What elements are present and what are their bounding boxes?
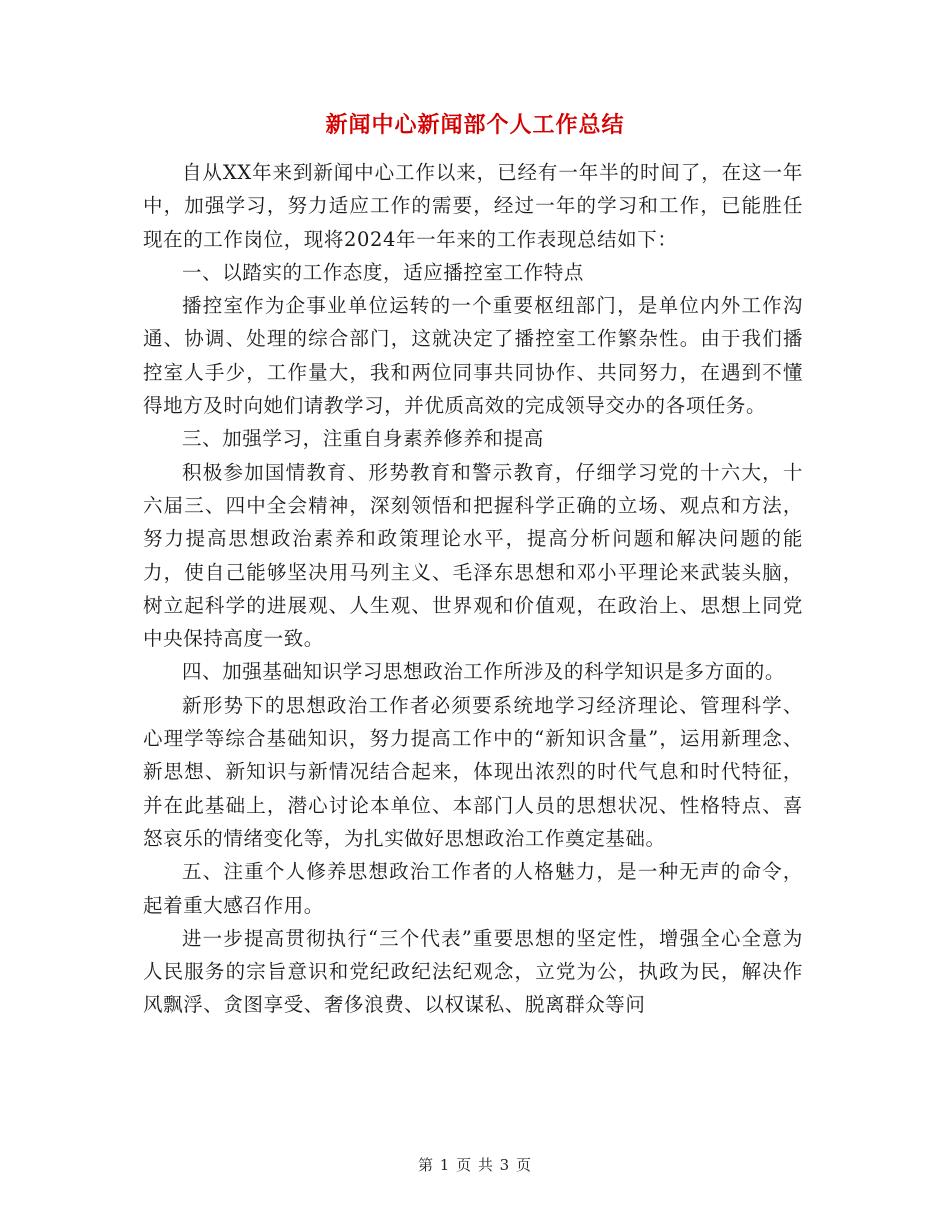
paragraph-5: 进一步提高贯彻执行“三个代表”重要思想的坚定性，增强全心全意为人民服务的宗旨意识和党纪政纪法纪观念，立党为公，执政为民，解决作风飘浮、贪图享受、奢侈浪费、以权谋私、脱离群众等问 <box>143 926 803 1017</box>
paragraph-1: 播控室作为企事业单位运转的一个重要枢纽部门，是单位内外工作沟通、协调、处理的综合部门，这就决定了播控室工作繁杂性。由于我们播控室人手少，工作量大，我和两位同事共同协作、共同努力，在遇到不懂得地方及时向她们请教学习，并优质高效的完成领导交办的各项任务。 <box>143 294 803 418</box>
paragraph-intro: 自从XX年来到新闻中心工作以来，已经有一年半的时间了，在这一年中，加强学习，努力适应工作的需要，经过一年的学习和工作，已能胜任现在的工作岗位，现将2024年一年来的工作表现总结如下： <box>143 161 803 251</box>
paragraph-3: 积极参加国情教育、形势教育和警示教育，仔细学习党的十六大，十六届三、四中全会精神，深刻领悟和把握科学正确的立场、观点和方法，努力提高思想政治素养和政策理论水平，提高分析问题和解决问题的能力，使自己能够坚决用马列主义、毛泽东思想和邓小平理论来武装头脑，树立起科学的进展观、人生观、世界观和价值观，在政治上、思想上同党中央保持高度一致。 <box>143 460 803 651</box>
page-footer: 第 1 页 共 3 页 <box>418 1156 532 1174</box>
document-title: 新闻中心新闻部个人工作总结 <box>325 112 625 138</box>
section-heading-3: 三、加强学习，注重自身素养修养和提高 <box>182 427 544 451</box>
paragraph-4: 新形势下的思想政治工作者必须要系统地学习经济理论、管理科学、心理学等综合基础知识，努力提高工作中的“新知识含量”，运用新理念、新思想、新知识与新情况结合起来，体现出浓烈的时代气息和时代特征，并在此基础上，潜心讨论本单位、本部门人员的思想状况、性格特点、喜怒哀乐的情绪变化等，为扎实做好思想政治工作奠定基础。 <box>143 693 803 850</box>
section-heading-1: 一、以踏实的工作态度，适应播控室工作特点 <box>182 260 585 284</box>
section-heading-5: 五、注重个人修养思想政治工作者的人格魅力，是一种无声的命令，起着重大感召作用。 <box>143 860 803 917</box>
document-body <box>143 156 803 1022</box>
section-heading-4: 四、加强基础知识学习思想政治工作所涉及的科学知识是多方面的。 <box>182 660 786 684</box>
